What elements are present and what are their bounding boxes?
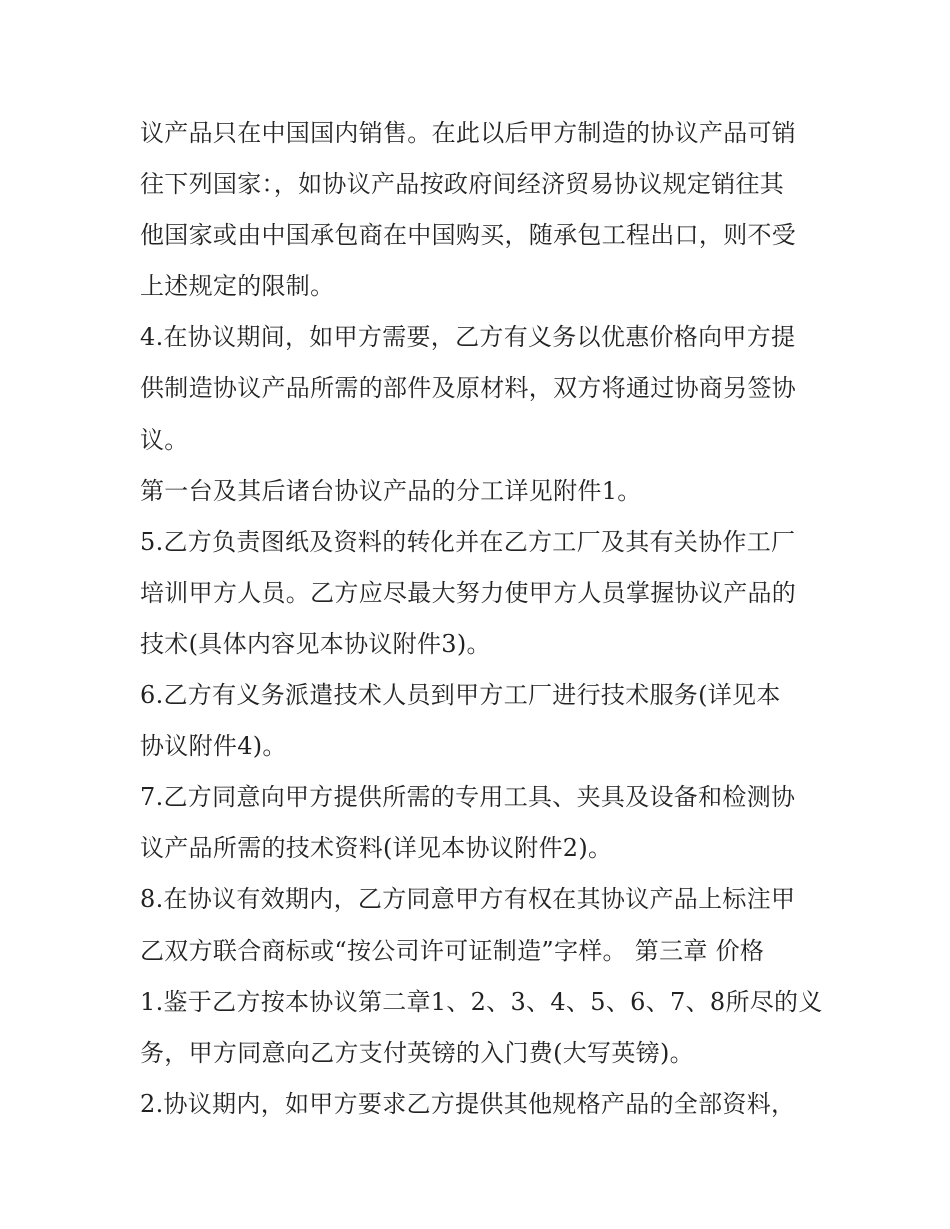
document-body: [140, 108, 823, 1130]
text-line-12: 6.乙方有义务派遣技术人员到甲方工厂进行技术服务(详见本: [140, 681, 781, 710]
text-line-5: 4.在协议期间，如甲方需要，乙方有义务以优惠价格向甲方提: [140, 323, 796, 352]
text-line-17: 乙双方联合商标或“按公司许可证制造”字样。 第三章 价格: [140, 936, 765, 965]
text-line-4: 上述规定的限制。: [140, 272, 335, 301]
text-line-13: 协议附件4)。: [140, 732, 287, 761]
text-line-16: 8.在协议有效期内，乙方同意甲方有权在其协议产品上标注甲: [140, 885, 796, 914]
text-line-2: 往下列国家：，如协议产品按政府间经济贸易协议规定销往其: [140, 170, 785, 199]
text-line-20: 2.协议期内，如甲方要求乙方提供其他规格产品的全部资料，: [140, 1089, 796, 1118]
text-line-1: 议产品只在中国国内销售。在此以后甲方制造的协议产品可销: [140, 119, 797, 147]
text-line-8: 第一台及其后诸台协议产品的分工详见附件1。: [140, 476, 642, 505]
text-line-6: 供制造协议产品所需的部件及原材料，双方将通过协商另签协: [140, 374, 797, 403]
text-line-19: 务，甲方同意向乙方支付英镑的入门费(大写英镑)。: [140, 1038, 694, 1067]
text-line-11: 技术(具体内容见本协议附件3)。: [140, 629, 491, 658]
text-line-14: 7.乙方同意向甲方提供所需的专用工具、夹具及设备和检测协: [140, 783, 796, 812]
text-line-9: 5.乙方负责图纸及资料的转化并在乙方工厂及其有关协作工厂: [140, 527, 796, 556]
text-line-15: 议产品所需的技术资料(详见本协议附件2)。: [140, 834, 613, 863]
text-line-7: 议。: [140, 425, 189, 454]
text-line-10: 培训甲方人员。乙方应尽最大努力使甲方人员掌握协议产品的: [140, 578, 797, 607]
text-line-18: 1.鉴于乙方按本协议第二章1、2、3、4、5、6、7、8所尽的义: [140, 987, 823, 1016]
text-line-3: 他国家或由中国承包商在中国购买，随承包工程出口，则不受: [140, 221, 797, 250]
